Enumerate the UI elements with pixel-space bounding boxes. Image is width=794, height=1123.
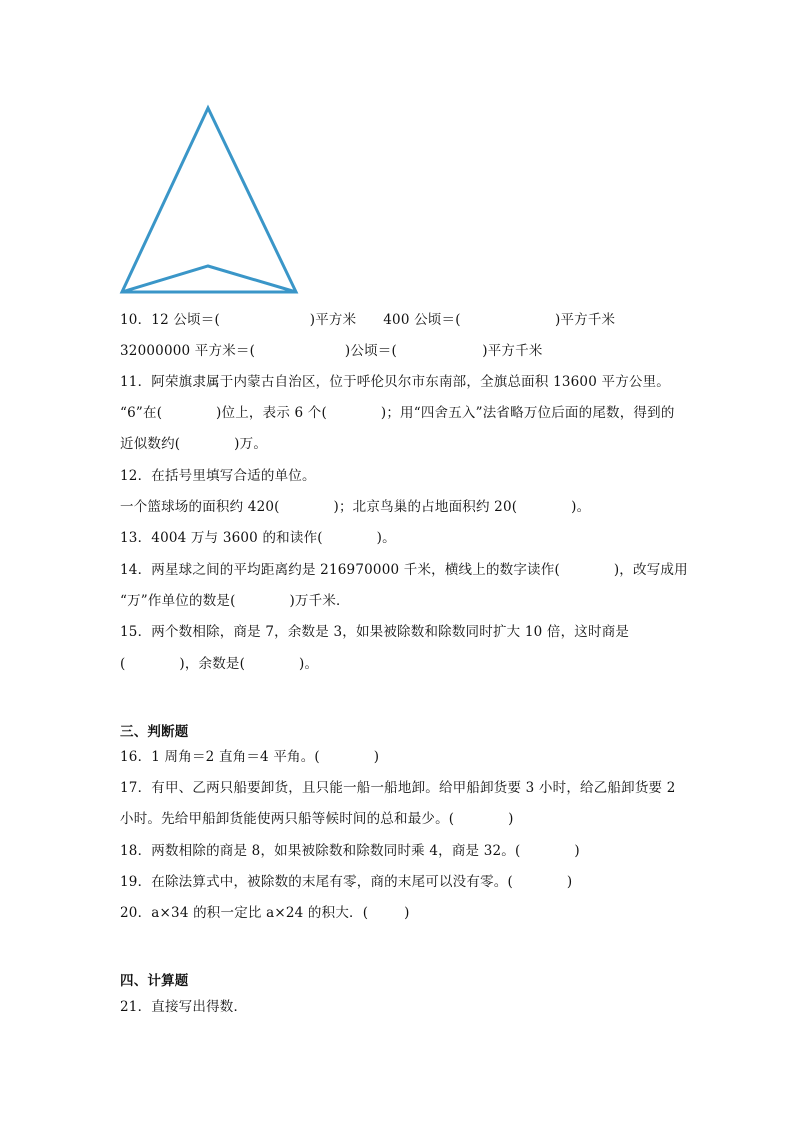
question-15-line-2: ( )，余数是( )。 <box>120 656 319 672</box>
question-17-line-2: 小时。先给甲船卸货能使两只船等候时间的总和最少。( ) <box>120 811 514 827</box>
triangle-outline <box>122 108 296 292</box>
question-11-line-2: “6”在( )位上，表示 6 个( )；用“四舍五入”法省略万位后面的尾数，得到的 <box>120 405 675 421</box>
question-14-line-2: “万”作单位的数是( )万千米． <box>120 593 350 609</box>
section-heading-calculation: 四、计算题 <box>120 973 189 989</box>
triangle-figure <box>114 100 304 300</box>
question-18: 18．两数相除的商是 8，如果被除数和除数同时乘 4，商是 32。( ) <box>120 843 580 859</box>
question-15-line-1: 15．两个数相除，商是 7，余数是 3，如果被除数和除数同时扩大 10 倍，这时商是 <box>120 624 630 640</box>
question-20: 20．a×34 的积一定比 a×24 的积大．( ) <box>120 905 410 921</box>
question-13: 13．4004 万与 3600 的和读作( )。 <box>120 530 396 546</box>
question-12-line-1: 12．在括号里填写合适的单位。 <box>120 468 316 484</box>
section-heading-judgement: 三、判断题 <box>120 724 189 740</box>
question-14-line-1: 14．两星球之间的平均距离约是 216970000 千米，横线上的数字读作( )，改写成用 <box>120 562 688 578</box>
question-10-line-1: 10．12 公顷＝( )平方米 400 公顷＝( )平方千米 <box>120 312 616 328</box>
question-10-line-2: 32000000 平方米＝( )公顷＝( )平方千米 <box>120 343 543 359</box>
question-16: 16．1 周角＝2 直角＝4 平角。( ) <box>120 749 380 765</box>
question-19: 19．在除法算式中，被除数的末尾有零，商的末尾可以没有零。( ) <box>120 874 573 890</box>
question-21: 21．直接写出得数． <box>120 999 248 1015</box>
triangle-inner-point <box>122 266 296 292</box>
question-12-line-2: 一个篮球场的面积约 420( )；北京鸟巢的占地面积约 20( )。 <box>120 499 591 515</box>
question-11-line-1: 11．阿荣旗隶属于内蒙古自治区，位于呼伦贝尔市东南部，全旗总面积 13600 平方公里。 <box>120 374 671 390</box>
triangle-outer-edges <box>122 108 296 292</box>
question-17-line-1: 17．有甲、乙两只船要卸货，且只能一船一船地卸。给甲船卸货要 3 小时，给乙船卸货要 2 <box>120 780 676 796</box>
question-11-line-3: 近似数约( )万。 <box>120 436 268 452</box>
